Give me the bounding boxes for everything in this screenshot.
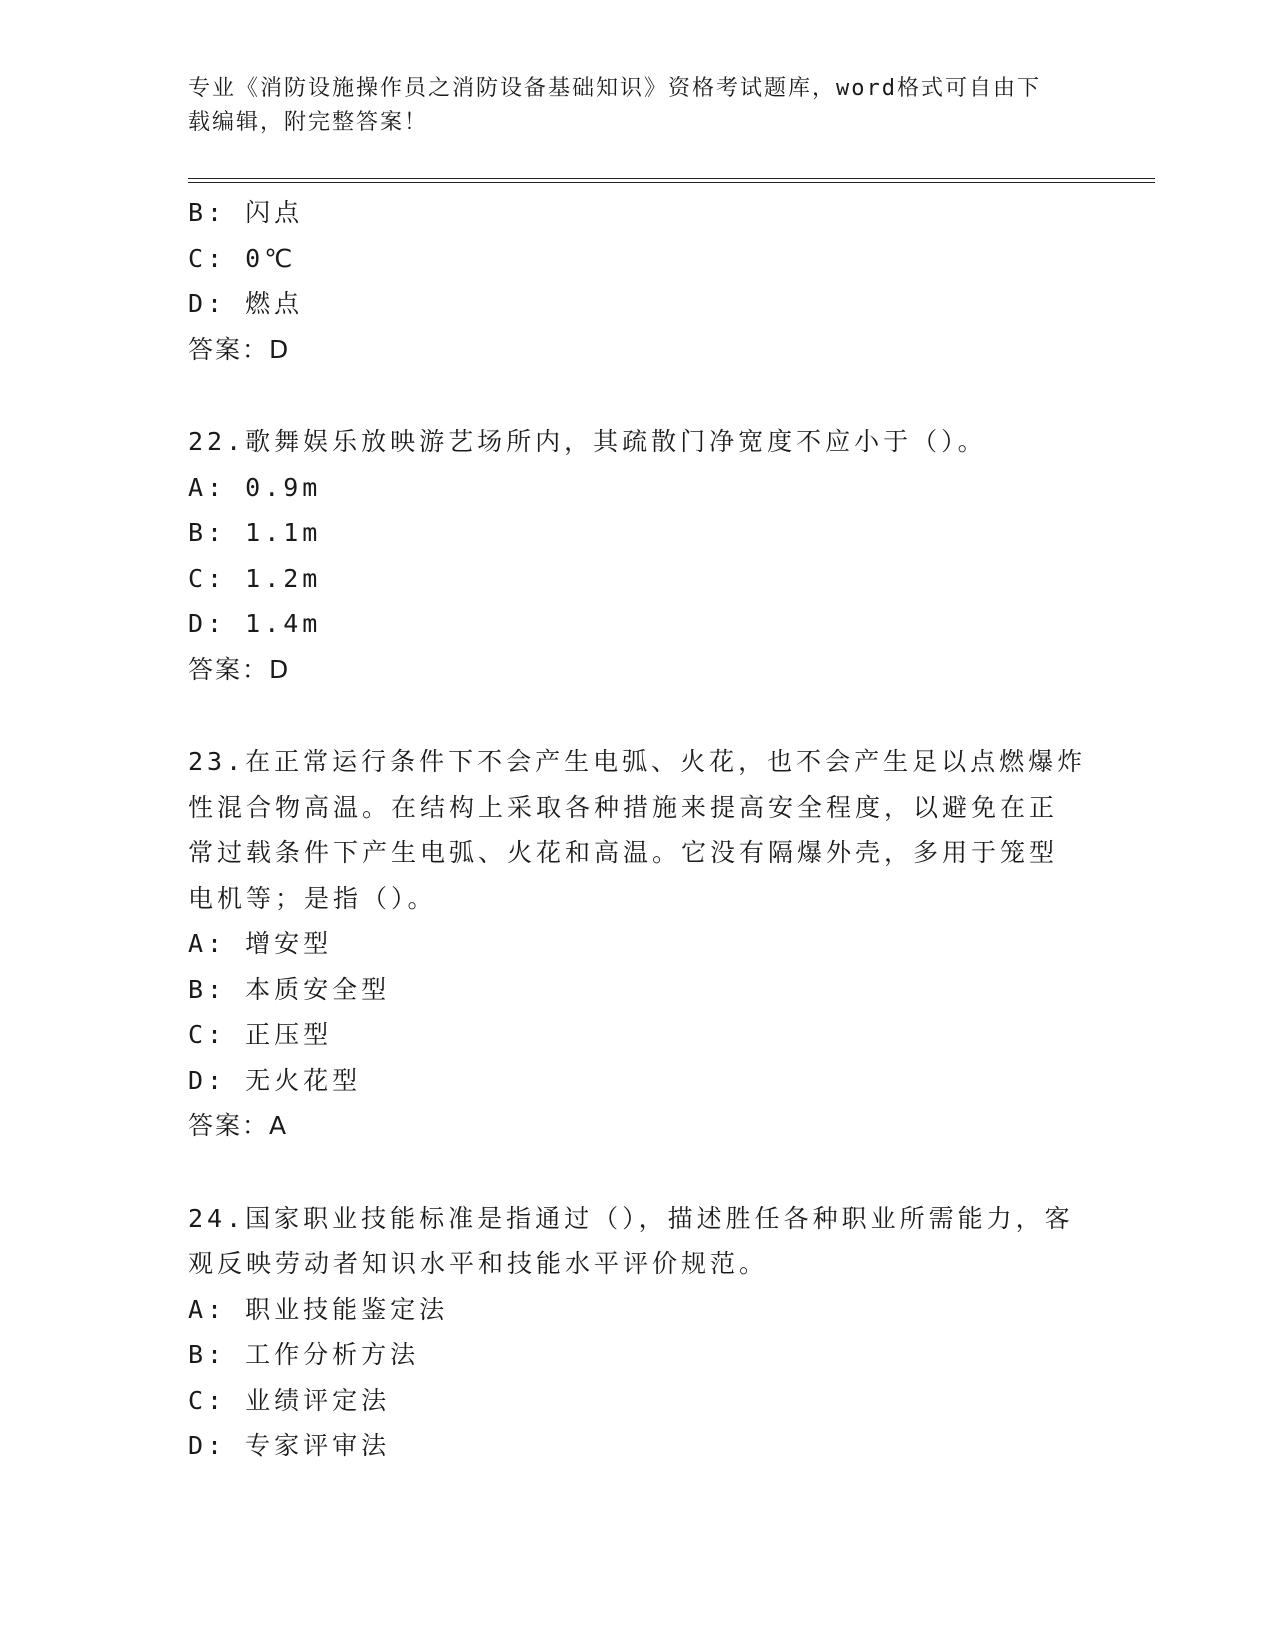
answer: 答案：D xyxy=(188,654,291,684)
question-21-partial xyxy=(188,190,1088,372)
question-24 xyxy=(188,1196,1088,1469)
question-text-line-1: 24.国家职业技能标准是指通过（），描述胜任各种职业所需能力，客 xyxy=(188,1203,1074,1233)
question-text-line-2: 性混合物高温。在结构上采取各种措施来提高安全程度，以避免在正 xyxy=(188,792,1059,822)
option-c: C: 正压型 xyxy=(188,1020,333,1049)
option-b: B: 闪点 xyxy=(188,198,304,227)
option-a: A: 0.9m xyxy=(188,472,322,502)
question-text-line-4: 电机等；是指（）。 xyxy=(188,883,437,913)
option-a: A: 增安型 xyxy=(188,929,333,958)
header-divider-top xyxy=(188,178,1155,179)
option-c: C: 0℃ xyxy=(188,243,297,273)
document-header xyxy=(188,72,1068,140)
answer: 答案：A xyxy=(188,1111,289,1140)
option-b: B: 工作分析方法 xyxy=(188,1340,420,1369)
question-text-line-2: 观反映劳动者知识水平和技能水平评价规范。 xyxy=(188,1249,769,1278)
header-line-2: 载编辑，附完整答案！ xyxy=(188,110,429,135)
question-list xyxy=(188,190,1088,1469)
option-d: D: 1.4m xyxy=(188,609,322,638)
question-text: 22.歌舞娱乐放映游艺场所内，其疏散门净宽度不应小于（）。 xyxy=(188,427,987,456)
header-line-1: 专业《消防设施操作员之消防设备基础知识》资格考试题库，word格式可自由下 xyxy=(188,76,1041,101)
option-a: A: 职业技能鉴定法 xyxy=(188,1294,449,1324)
question-text-line-3: 常过载条件下产生电弧、火花和高温。它没有隔爆外壳，多用于笼型 xyxy=(188,838,1059,867)
header-divider-bottom xyxy=(188,182,1155,183)
option-c: C: 1.2m xyxy=(188,563,322,593)
option-b: B: 本质安全型 xyxy=(188,974,391,1004)
answer: 答案：D xyxy=(188,334,291,364)
option-b: B: 1.1m xyxy=(188,518,322,547)
option-d: D: 专家评审法 xyxy=(188,1431,391,1460)
option-d: D: 无火花型 xyxy=(188,1065,362,1095)
question-text-line-1: 23.在正常运行条件下不会产生电弧、火花，也不会产生足以点燃爆炸 xyxy=(188,747,1087,776)
option-c: C: 业绩评定法 xyxy=(188,1385,391,1415)
option-d: D: 燃点 xyxy=(188,289,304,318)
question-23 xyxy=(188,739,1088,1149)
question-22 xyxy=(188,419,1088,692)
